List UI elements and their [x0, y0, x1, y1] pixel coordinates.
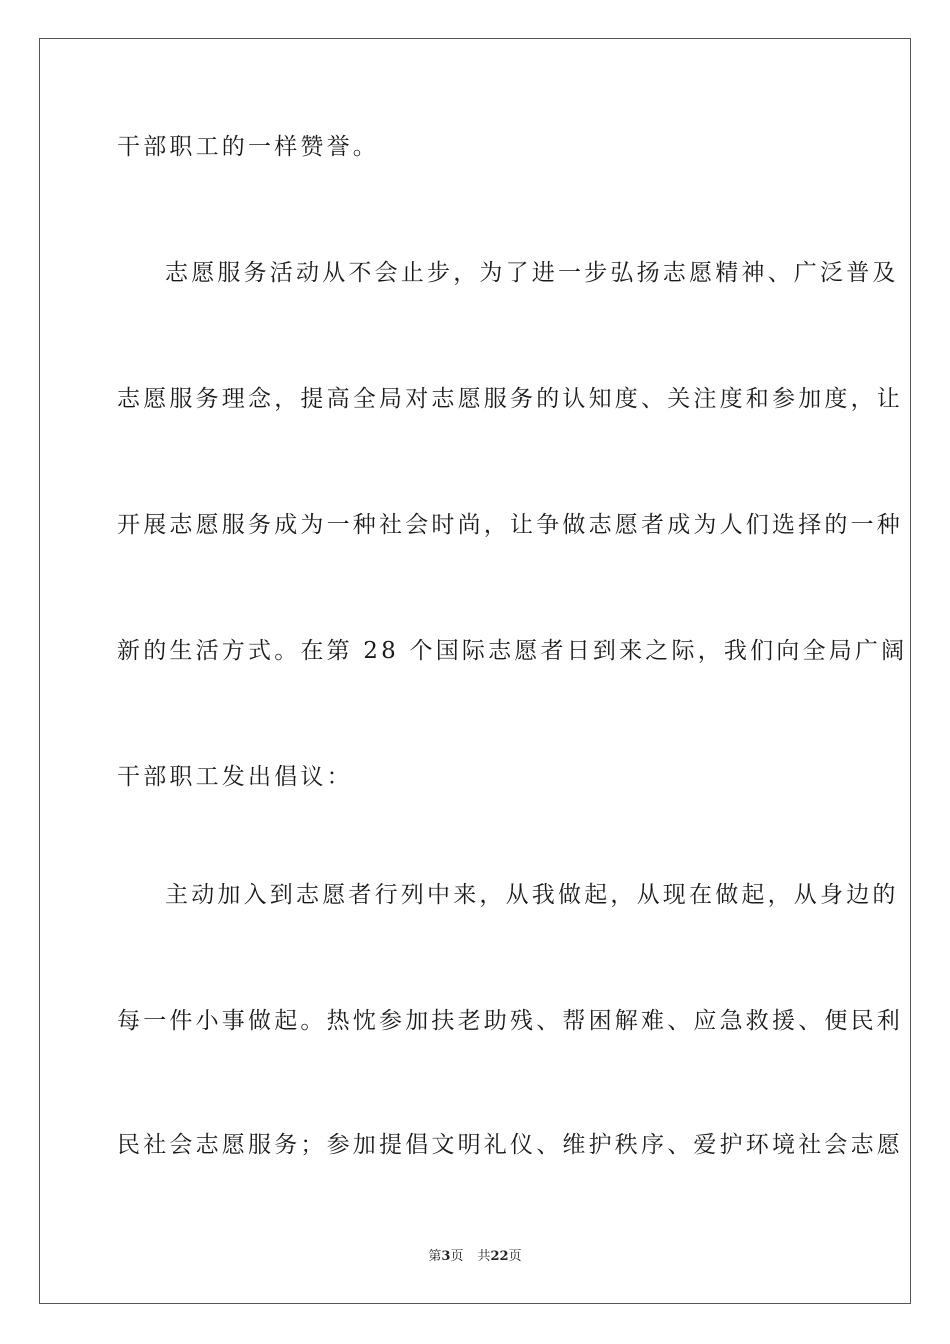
text-line-2: 志愿服务活动从不会止步，为了进一步弘扬志愿精神、广泛普及	[165, 260, 899, 286]
text-line-6: 干部职工发出倡议：	[117, 764, 353, 790]
page-label-suffix: 页	[450, 1249, 464, 1264]
text-line-4: 开展志愿服务成为一种社会时尚，让争做志愿者成为人们选择的一种	[117, 512, 903, 538]
page-label-prefix: 第	[428, 1249, 442, 1264]
total-label-suffix: 页	[508, 1249, 522, 1264]
text-line-1: 干部职工的一样赞誉。	[117, 134, 379, 160]
text-line-9: 民社会志愿服务；参加提倡文明礼仪、维护秩序、爱护环境社会志愿	[117, 1132, 903, 1158]
total-pages: 22	[490, 1249, 509, 1264]
page-border	[39, 38, 911, 1304]
text-line-3: 志愿服务理念，提高全局对志愿服务的认知度、关注度和参加度，让	[117, 386, 903, 412]
page-number: 3	[441, 1249, 451, 1264]
page-footer	[0, 1248, 950, 1266]
total-label-prefix: 共	[477, 1249, 491, 1264]
text-line-7: 主动加入到志愿者行列中来，从我做起，从现在做起，从身边的	[165, 882, 899, 908]
text-line-8: 每一件小事做起。热忱参加扶老助残、帮困解难、应急救援、便民利	[117, 1008, 903, 1034]
text-line-5: 新的生活方式。在第 28 个国际志愿者日到来之际，我们向全局广阔	[117, 638, 908, 664]
